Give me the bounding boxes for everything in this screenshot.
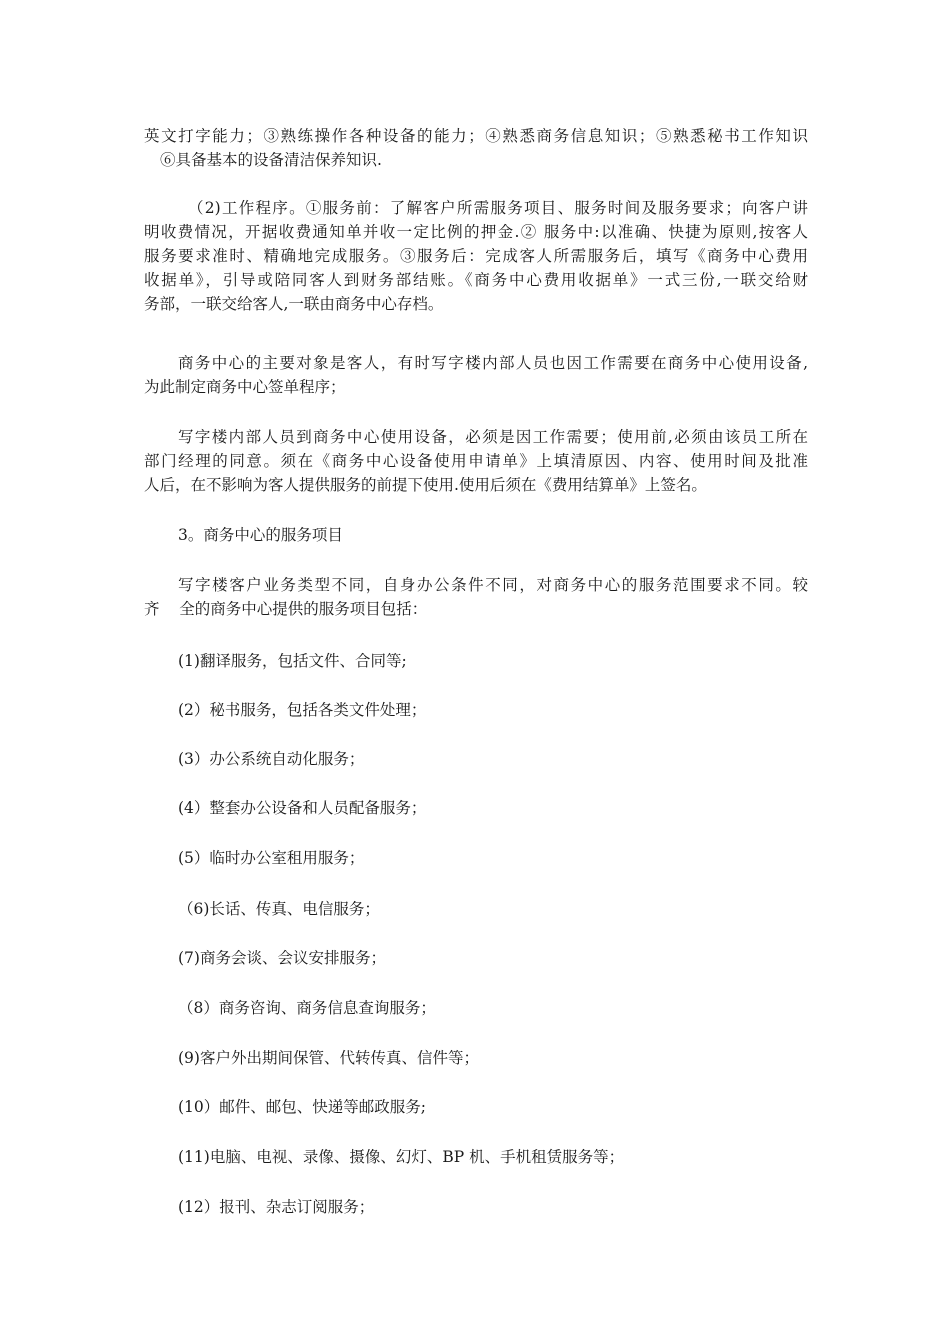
list-item: (9)客户外出期间保管、代转传真、信件等； <box>178 1049 479 1067</box>
list-item: (4）整套办公设备和人员配备服务； <box>178 799 427 817</box>
list-item: (12）报刊、杂志订阅服务； <box>178 1198 375 1216</box>
list-item: (2）秘书服务，包括各类文件处理； <box>178 701 427 719</box>
paragraph-line: 齐 全的商务中心提供的服务项目包括： <box>144 600 428 618</box>
list-item: （8）商务咨询、商务信息查询服务； <box>178 999 436 1017</box>
paragraph-line: 写字楼内部人员到商务中心使用设备，必须是因工作需要；使用前,必须由该员工所在 <box>178 428 808 446</box>
paragraph-line: 英文打字能力；③熟练操作各种设备的能力；④熟悉商务信息知识；⑤熟悉秘书工作知识 <box>144 127 808 145</box>
paragraph-line: （2)工作程序。①服务前：了解客户所需服务项目、服务时间及服务要求；向客户讲 <box>188 199 808 217</box>
paragraph-line: ⑥具备基本的设备清洁保养知识. <box>160 151 382 169</box>
list-item: (3）办公系统自动化服务； <box>178 750 365 768</box>
paragraph-line: 人后，在不影响为客人提供服务的前提下使用.使用后须在《费用结算单》上签名。 <box>144 476 707 494</box>
paragraph-service-scope <box>144 573 808 621</box>
list-item: (1)翻译服务，包括文件、合同等; <box>178 652 407 670</box>
paragraph-line: 部门经理的同意。须在《商务中心设备使用申请单》上填清原因、内容、使用时间及批准 <box>144 452 808 470</box>
paragraph-line: 为此制定商务中心签单程序； <box>144 378 346 396</box>
paragraph-line: 收据单》，引导或陪同客人到财务部结账。《商务中心费用收据单》一式三份,一联交给财 <box>144 271 808 289</box>
paragraph-internal-staff <box>144 425 808 497</box>
list-item: (7)商务会谈、会议安排服务； <box>178 949 386 967</box>
list-item: （6)长话、传真、电信服务； <box>178 900 380 918</box>
paragraph-line: 商务中心的主要对象是客人，有时写字楼内部人员也因工作需要在商务中心使用设备, <box>178 354 808 372</box>
heading-line: 3。商务中心的服务项目 <box>178 526 343 544</box>
paragraph-line: 明收费情况，开据收费通知单并收一定比例的押金.② 服务中:以准确、快捷为原则,按客人 <box>144 223 808 241</box>
list-item: (5）临时办公室租用服务； <box>178 849 365 867</box>
paragraph-work-procedure <box>144 196 808 316</box>
paragraph-line: 务部，一联交给客人,一联由商务中心存档。 <box>144 295 444 313</box>
paragraph-line: 服务要求准时、精确地完成服务。③服务后：完成客人所需服务后，填写《商务中心费用 <box>144 247 808 265</box>
list-item: (11)电脑、电视、录像、摄像、幻灯、BP 机、手机租赁服务等； <box>178 1148 625 1166</box>
paragraph-main-target <box>144 351 808 399</box>
paragraph-line: 写字楼客户业务类型不同，自身办公条件不同，对商务中心的服务范围要求不同。较 <box>178 576 808 594</box>
list-item: (10）邮件、邮包、快递等邮政服务; <box>178 1098 426 1116</box>
paragraph-skills <box>144 124 808 172</box>
section-heading <box>144 523 808 547</box>
